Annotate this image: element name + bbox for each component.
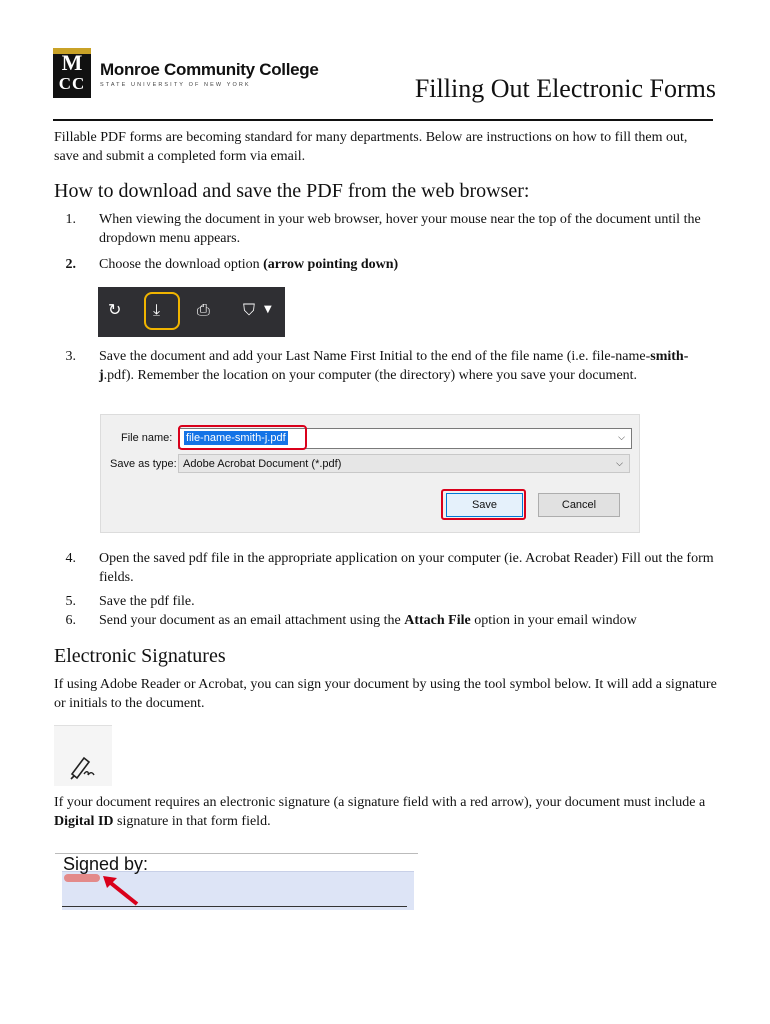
list-item-step-1	[54, 210, 714, 248]
download-heading: How to download and save the PDF from the web browser:	[54, 180, 530, 202]
step-number: 4.	[65, 551, 76, 566]
step-text: Open the saved pdf file in the appropriate application on your computer (ie. Acrobat Reader) Fill out the form fields.	[99, 551, 714, 585]
list-item-step-3	[54, 347, 714, 404]
save-button-highlight	[441, 489, 526, 520]
sign-tool-button[interactable]	[54, 725, 112, 786]
logo-letter-m: M	[61, 50, 83, 75]
print-icon[interactable]: ⎙	[197, 300, 210, 319]
file-name-value: file-name-smith-j.pdf	[186, 432, 286, 444]
save-type-value: Adobe Acrobat Document (*.pdf)	[183, 458, 342, 470]
step-text-plain: Choose the download option	[99, 257, 264, 272]
file-name-label: File name:	[121, 432, 173, 444]
digital-id-text-end: signature in that form field.	[113, 814, 271, 829]
step-text-plain-end: .pdf). Remember the location on your computer (the directory) where you save your document.	[103, 368, 638, 383]
step-text: When viewing the document in your web browser, hover your mouse near the top of the document until the dropdown menu appears.	[99, 212, 701, 246]
step-text-plain-end: option in your email window	[470, 613, 637, 628]
step-text	[99, 255, 714, 274]
list-item-step-4	[54, 549, 714, 587]
step-text-bold: Attach File	[404, 613, 471, 628]
step-text-bold: (arrow pointing down)	[263, 257, 399, 272]
logo-letters-cc: CC	[58, 74, 86, 93]
caret-down-icon[interactable]: ▼	[264, 304, 272, 315]
digital-id-bold: Digital ID	[54, 814, 114, 829]
signature-line	[62, 906, 407, 907]
rotate-icon[interactable]: ↻	[108, 300, 122, 319]
list-item-step-5	[54, 592, 714, 611]
step-text	[99, 347, 711, 385]
bookmark-icon[interactable]: ⛉	[243, 300, 256, 319]
chevron-down-icon[interactable]: ⌵	[616, 459, 623, 469]
step-text-plain: Send your document as an email attachment using the	[99, 613, 405, 628]
intro-paragraph: Fillable PDF forms are becoming standard for many departments. Below are instructions on how to fill them out, save and submit a completed form via email.	[54, 130, 688, 164]
signed-by-label: Signed by:	[63, 854, 149, 874]
digital-id-paragraph	[54, 793, 719, 831]
red-arrow-icon	[95, 872, 145, 908]
cancel-button[interactable]: Cancel	[538, 493, 620, 517]
step-text	[99, 611, 714, 630]
college-name: Monroe Community College	[100, 60, 319, 79]
pdf-viewer-toolbar	[98, 287, 285, 337]
list-item-step-2	[54, 255, 714, 274]
sign-pen-icon	[54, 726, 112, 786]
step-number: 6.	[65, 613, 76, 628]
digital-id-text: If your document requires an electronic signature (a signature field with a red arrow), your document must include a	[54, 795, 706, 810]
file-name-highlight	[178, 425, 307, 450]
list-item-step-6	[54, 611, 714, 630]
header-divider	[53, 119, 713, 121]
download-highlight-ring	[144, 292, 180, 330]
step-number: 1.	[65, 212, 76, 227]
save-type-label: Save as type:	[110, 458, 177, 470]
signature-paragraph: If using Adobe Reader or Acrobat, you can sign your document by using the tool symbol below. It will add a signature or initials to the document.	[54, 677, 717, 711]
download-icon[interactable]: ⤓	[153, 300, 161, 319]
step-number: 3.	[65, 349, 76, 364]
save-button[interactable]: Save	[446, 493, 523, 517]
signatures-heading: Electronic Signatures	[54, 645, 226, 667]
save-type-select[interactable]	[178, 454, 630, 473]
step-text-bold: smith-j	[99, 349, 689, 383]
save-as-dialog	[100, 414, 640, 533]
step-text-plain: Save the document and add your Last Name First Initial to the end of the file name (i.e. file-name-	[99, 349, 651, 364]
college-subtitle: STATE UNIVERSITY OF NEW YORK	[100, 82, 251, 88]
step-text: Save the pdf file.	[99, 594, 195, 609]
step-number: 2.	[65, 257, 76, 272]
step-number: 5.	[65, 594, 76, 609]
signed-by-example	[55, 853, 418, 912]
page-title: Filling Out Electronic Forms	[414, 74, 716, 103]
chevron-down-icon[interactable]: ⌵	[618, 433, 625, 443]
